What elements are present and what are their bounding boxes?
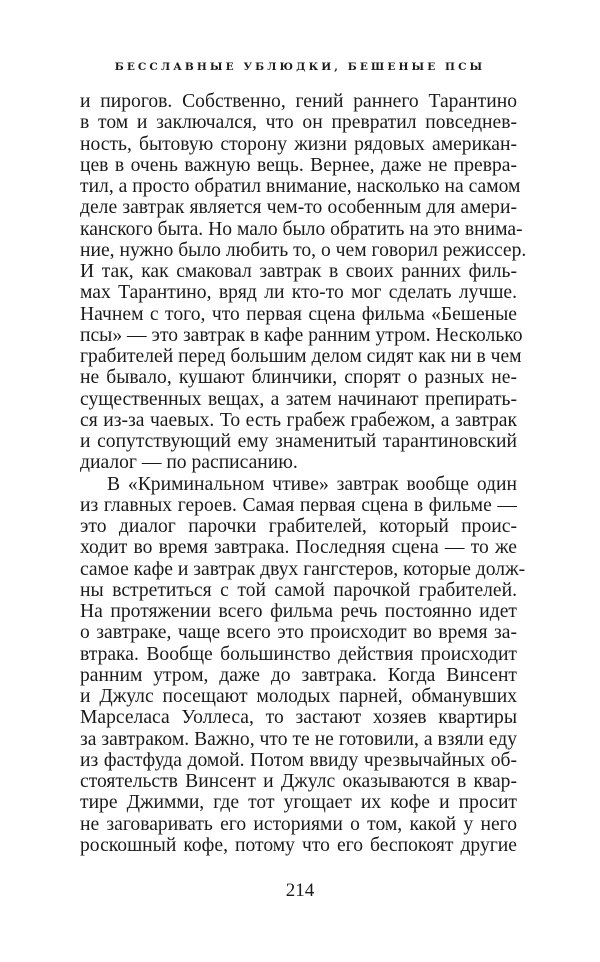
running-head: БЕССЛАВНЫЕ УБЛЮДКИ, БЕШЕНЫЕ ПСЫ [114, 61, 486, 73]
text-line: цев в очень важную вещь. Вернее, даже не превра- [80, 154, 517, 176]
text-line: и сопутствующий ему знаменитый тарантиновский [80, 431, 517, 452]
text-line: И так, как смаковал завтрак в своих ранних филь- [80, 261, 517, 282]
text-line: не бывало, кушают блинчики, спорят о разных не- [80, 367, 517, 389]
text-line: ся из-за чаевых. То есть грабеж грабежом, а завтрак [80, 409, 517, 431]
text-line: ранним утром, даже до завтрака. Когда Винсент [80, 664, 517, 686]
text-line: ны встретиться с той самой парочкой грабителей. [80, 579, 517, 601]
text-line: в том и заключался, что он превратил повседнев- [80, 112, 517, 134]
text-line: Начнем с того, что первая сцена фильма «Бешеные [80, 303, 517, 325]
text-line: На протяжении всего фильма речь постоянно идет [80, 601, 517, 622]
text-line: и пирогов. Собственно, гений раннего Тарантино [80, 91, 517, 112]
text-line: канского быта. Но мало было обратить на это внима- [80, 218, 523, 240]
text-line: грабителей перед большим делом сидят как ни в чем [80, 346, 522, 367]
text-line: стоятельств Винсент и Джулс оказываются в квар- [80, 771, 517, 792]
text-line: втрака. Вообще большинство действия происходит [80, 643, 517, 665]
text-line: мах Тарантино, вряд ли кто-то мог сделать лучше. [80, 282, 517, 304]
page-number: 214 [285, 880, 315, 901]
text-line: тил, а просто обратил внимание, насколько на самом [80, 176, 521, 197]
text-line: роскошный кофе, потому что его беспокоят другие [80, 834, 517, 856]
text-line: из главных героев. Самая первая сцена в фильме — [80, 494, 517, 516]
text-line: ходит во время завтрака. Последняя сцена — то же [80, 537, 517, 559]
text-line: за завтраком. Важно, что те не готовили, а взяли еду [80, 728, 517, 750]
text-line: ние, нужно было любить то, о чем говорил режиссер. [80, 239, 527, 261]
text-line: о завтраке, чаще всего это происходит во время за- [80, 622, 517, 644]
text-line: В «Криминальном чтиве» завтрак вообще один [107, 473, 517, 495]
text-line: диалог — по расписанию. [80, 452, 298, 474]
text-line: не заговаривать его историями о том, какой у него [80, 813, 517, 835]
paragraph-1 [80, 91, 527, 474]
text-line: и Джулс посещают молодых парней, обманувших [80, 686, 517, 707]
body-text [80, 91, 527, 856]
text-line: из фастфуда домой. Потом ввиду чрезвычайных об- [80, 749, 517, 771]
text-line: существенных вещах, а затем начинают препирать- [80, 388, 517, 410]
text-line: тире Джимми, где тот угощает их кофе и просит [80, 792, 517, 814]
text-line: псы» — это завтрак в кафе ранним утром. Несколько [80, 324, 523, 346]
text-line: это диалог парочки грабителей, который проис- [80, 516, 517, 537]
paragraph-2 [80, 473, 526, 857]
text-line: самое кафе и завтрак двух гангстеров, которые долж- [80, 558, 526, 580]
text-line: деле завтрак является чем-то особенным для амери- [80, 197, 517, 219]
text-line: ность, бытовую сторону жизни рядовых американ- [80, 133, 517, 155]
text-line: Марселаса Уоллеса, то застают хозяев квартиры [80, 707, 517, 729]
